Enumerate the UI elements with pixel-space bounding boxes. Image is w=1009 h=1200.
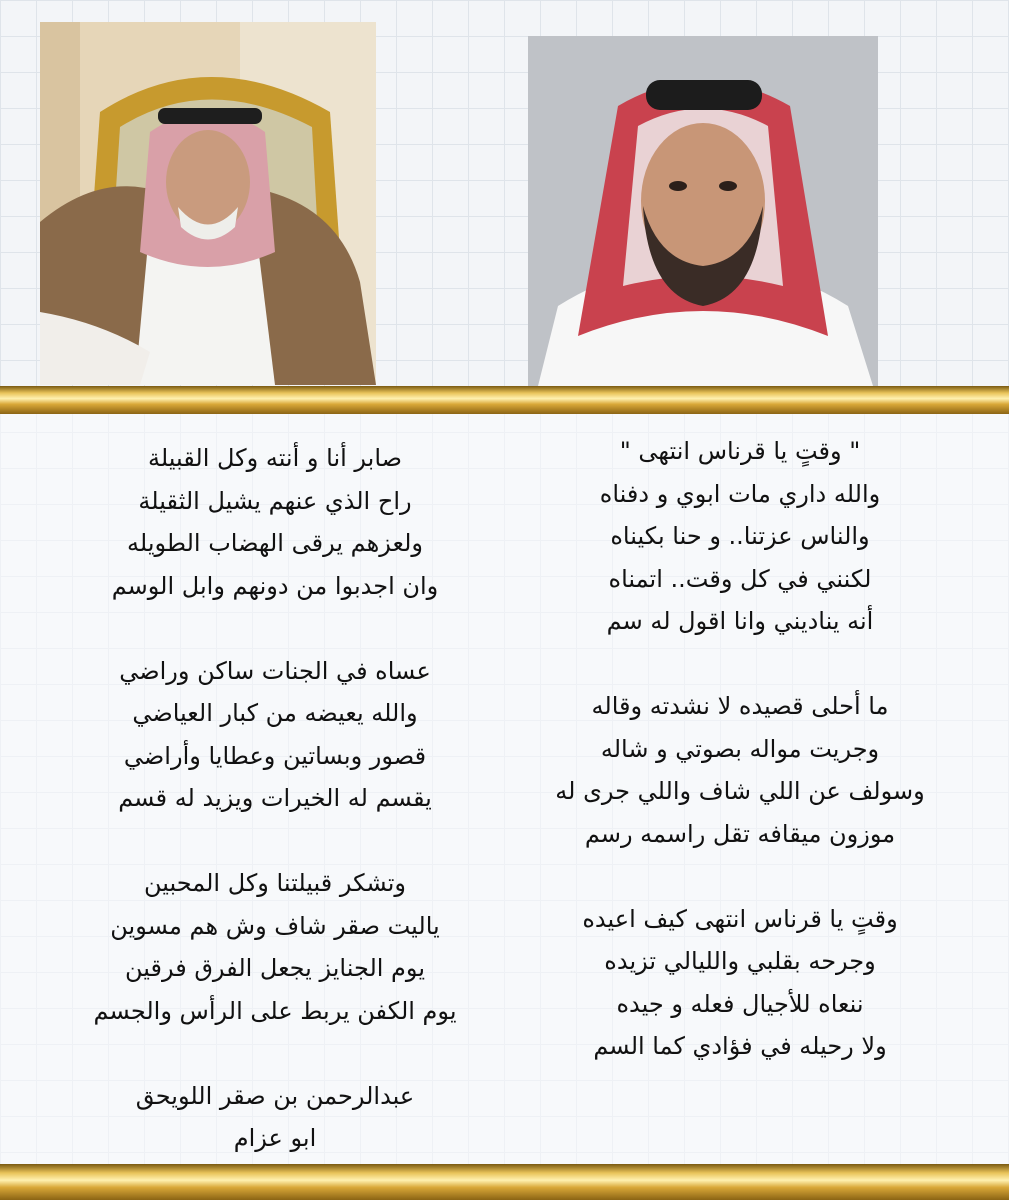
- poem-line: والناس عزتنا.. و حنا بكيناه: [610, 522, 870, 550]
- gold-divider-bottom: [0, 1164, 1009, 1200]
- photo-young-man: [528, 36, 878, 386]
- poem-line: وسولف عن اللي شاف واللي جرى له: [555, 777, 925, 805]
- stanza-gap: [520, 855, 960, 898]
- poem-line: موزون ميقافه تقل راسمه رسم: [584, 819, 896, 848]
- poet-kunya: ابو عزام: [233, 1124, 317, 1152]
- poem-line: والله يعيضه من كبار العياضي: [132, 699, 418, 727]
- stanza-gap: [40, 820, 510, 863]
- stanza-gap: [40, 607, 510, 650]
- poem-line: والله داري مات ابوي و دفناه: [599, 479, 881, 508]
- poem-line: وتشكر قبيلتنا وكل المحبين: [143, 869, 407, 897]
- poem-line: وجرحه بقلبي والليالي تزيده: [604, 947, 876, 975]
- stanza-gap: [520, 643, 960, 686]
- poem-line: ياليت صقر شاف وش هم مسوين: [110, 911, 440, 940]
- poem-line: أنه يناديني وانا اقول له سم: [606, 607, 874, 635]
- poet-name: عبدالرحمن بن صقر اللويحق: [135, 1081, 415, 1110]
- poem-line: راح الذي عنهم يشيل الثقيلة: [138, 486, 412, 515]
- poem-line: ما أحلى قصيده لا نشدته وقاله: [591, 692, 889, 720]
- poem-line: وجريت مواله بصوتي و شاله: [600, 734, 880, 763]
- poem-right-title: " وقتٍ يا قرناس انتهى ": [619, 437, 861, 465]
- poem-line: عساه في الجنات ساكن وراضي: [119, 656, 431, 685]
- poem-left-column: [40, 437, 510, 1160]
- poem-line: يوم الجنايز يجعل الفرق فرقين: [124, 954, 425, 982]
- photo-elder-man: [40, 22, 376, 385]
- elder-man-portrait-graphic: [40, 22, 376, 385]
- stanza-gap: [40, 1032, 510, 1075]
- poem-line: يقسم له الخيرات ويزيد له قسم: [118, 784, 432, 812]
- poem-line: ولعزهم يرقى الهضاب الطويله: [127, 529, 423, 557]
- poem-line: يوم الكفن يربط على الرأس والجسم: [93, 996, 457, 1025]
- poem-line: ولا رحيله في فؤادي كما السم: [593, 1032, 887, 1060]
- poem-right-column: [520, 430, 960, 1068]
- poem-line: لكنني في كل وقت.. اتمناه: [608, 564, 872, 593]
- poem-line: وقتٍ يا قرناس انتهى كيف اعيده: [582, 904, 898, 933]
- poem-line: وان اجدبوا من دونهم وابل الوسم: [111, 571, 439, 600]
- poem-line: صابر أنا و أنته وكل القبيلة: [147, 444, 403, 472]
- poem-line: ننعاه للأجيال فعله و جيده: [616, 989, 864, 1018]
- gold-divider-top: [0, 386, 1009, 414]
- poem-line: قصور وبساتين وعطايا وأراضي: [123, 741, 427, 770]
- young-man-portrait-graphic: [528, 36, 878, 386]
